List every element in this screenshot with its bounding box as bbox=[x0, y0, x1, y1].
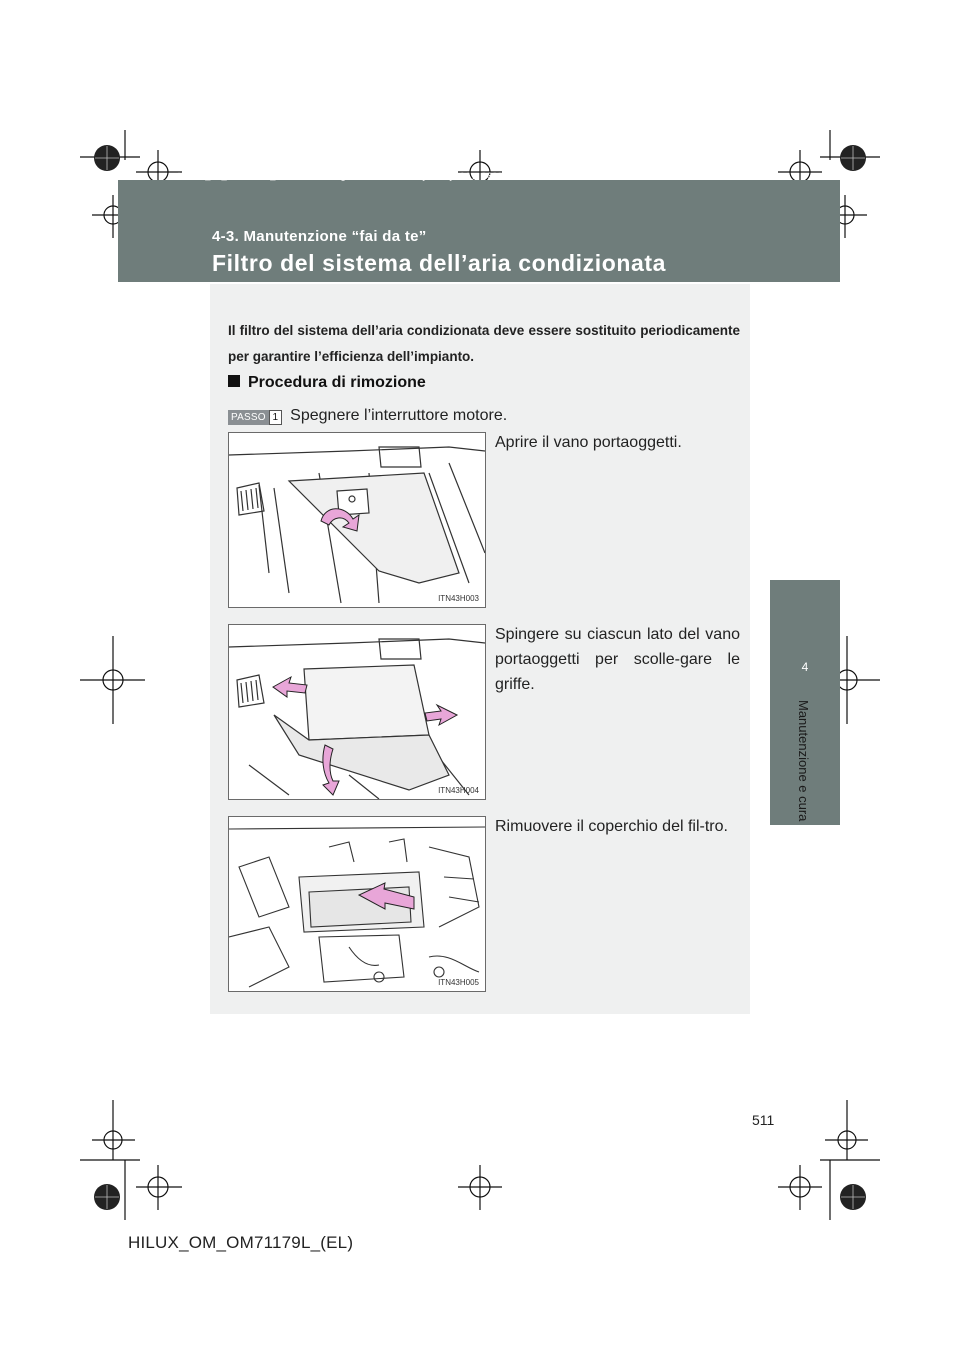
step-4-text: Rimuovere il coperchio del fil-tro. bbox=[495, 818, 728, 835]
figure-remove-filter-cover bbox=[228, 816, 486, 992]
figure-release-glovebox bbox=[228, 624, 486, 800]
subheading-text: Procedura di rimozione bbox=[248, 374, 426, 391]
glovebox-release-illustration bbox=[229, 625, 485, 799]
figure-open-glovebox bbox=[228, 432, 486, 608]
figure-code: ITN43H004 bbox=[438, 786, 479, 795]
step-3-text: Spingere su ciascun lato del vano portaoggetti per scolle-gare le griffe. bbox=[495, 626, 740, 693]
step-badge bbox=[228, 410, 282, 425]
page-number: 511 bbox=[752, 1112, 775, 1128]
step-2-text: Aprire il vano portaoggetti. bbox=[495, 434, 682, 451]
page-title: Filtro del sistema dell’aria condizionata bbox=[212, 250, 667, 276]
chapter-label: Manutenzione e cura bbox=[796, 700, 811, 822]
subheading bbox=[228, 374, 426, 392]
figure-code: ITN43H005 bbox=[438, 978, 479, 987]
document-id: HILUX_OM_OM71179L_(EL) bbox=[128, 1233, 354, 1252]
step-badge-word: PASSO bbox=[228, 410, 269, 425]
step-badge-number: 1 bbox=[269, 410, 282, 425]
filter-cover-illustration bbox=[229, 817, 485, 991]
section-label: 4-3. Manutenzione “fai da te” bbox=[212, 228, 427, 245]
step-1 bbox=[228, 403, 507, 428]
step-text: Spegnere l’interruttore motore. bbox=[290, 407, 508, 424]
print-metadata: HILUX_OM_OM71179L_(EL).book Page 511 Wednesday, May 16, 2012 11:37 AM bbox=[178, 172, 552, 182]
chapter-number: 4 bbox=[801, 660, 809, 674]
intro-paragraph: Il filtro del sistema dell’aria condizionata deve essere sostituito periodicamente per garantire l’efficienza dell’impianto. bbox=[228, 323, 740, 364]
glovebox-illustration bbox=[229, 433, 485, 607]
figure-code: ITN43H003 bbox=[438, 594, 479, 603]
square-bullet-icon bbox=[228, 375, 240, 387]
